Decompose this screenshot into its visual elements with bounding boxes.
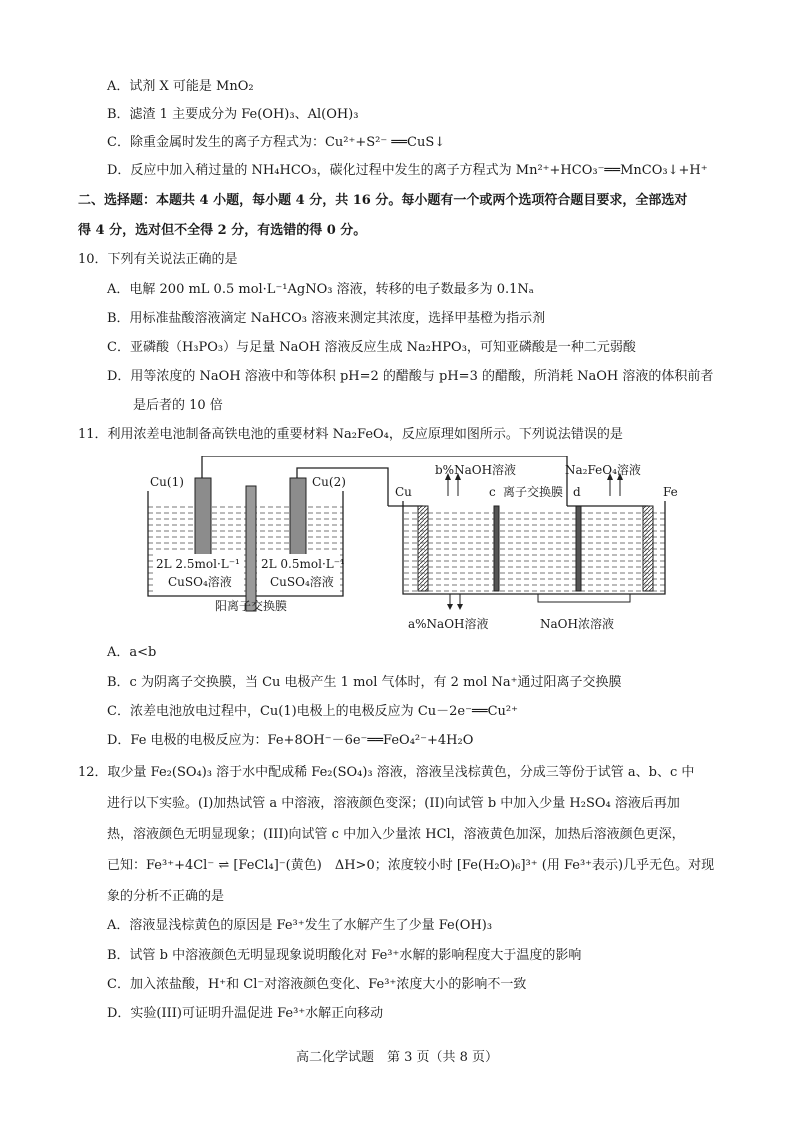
- d-label: d: [573, 485, 581, 499]
- q12-option-a: A．溶液显浅棕黄色的原因是 Fe³⁺发生了水解产生了少量 Fe(OH)₃: [107, 918, 493, 933]
- q10-option-d-cont: 是后者的 10 倍: [133, 398, 223, 413]
- cu1-label: Cu(1): [150, 475, 184, 489]
- q12-stem-2: 进行以下实验。(I)加热试管 a 中溶液，溶液颜色变深；(II)向试管 b 中加入少量 H₂SO₄ 溶液后再加: [107, 796, 680, 811]
- q10-option-d: D．用等浓度的 NaOH 溶液中和等体积 pH=2 的醋酸与 pH=3 的醋酸，所消耗 NaOH 溶液的体积前者: [107, 369, 714, 384]
- q11-option-c: C．浓差电池放电过程中，Cu(1)电极上的电极反应为 Cu－2e⁻══Cu²⁺: [107, 704, 519, 719]
- q11-option-b: B．c 为阴离子交换膜，当 Cu 电极产生 1 mol 气体时，有 2 mol Na⁺通过阳离子交换膜: [107, 675, 622, 690]
- left-solution-1-conc: 2L 2.5mol·L⁻¹: [156, 557, 240, 571]
- q11-option-d: D．Fe 电极的电极反应为：Fe+8OH⁻－6e⁻══FeO₄²⁻+4H₂O: [107, 733, 474, 748]
- q10-stem: 10．下列有关说法正确的是: [78, 252, 238, 267]
- membrane-d: [576, 506, 581, 591]
- q12-stem-4: 已知：Fe³⁺+4Cl⁻ ⇌ [FeCl₄]⁻(黄色) ΔH>0；浓度较小时 [Fe(H₂O)₆]³⁺ (用 Fe³⁺表示)几乎无色。对现: [107, 858, 715, 873]
- q12-stem-5: 象的分析不正确的是: [107, 889, 225, 904]
- section2-heading: 二、选择题：本题共 4 小题，每小题 4 分，共 16 分。每小题有一个或两个选项符合题目要求，全部选对: [78, 193, 688, 208]
- q12-option-b: B．试管 b 中溶液颜色无明显现象说明酸化对 Fe³⁺水解的影响程度大于温度的影响: [107, 948, 582, 963]
- na2feo4-label: Na₂FeO₄溶液: [565, 463, 641, 477]
- q10-option-b: B．用标准盐酸溶液滴定 NaHCO₃ 溶液来测定其浓度，选择甲基橙为指示剂: [107, 311, 546, 326]
- q12-option-c: C．加入浓盐酸，H⁺和 Cl⁻对溶液颜色变化、Fe³⁺浓度大小的影响不一致: [107, 977, 527, 992]
- b-naoh-label: b%NaOH溶液: [435, 463, 517, 477]
- c-label: c: [489, 485, 496, 499]
- cu-electrode: [418, 506, 428, 591]
- page-footer: 高二化学试题 第 3 页（共 8 页）: [295, 1050, 499, 1065]
- q12-stem-3: 热，溶液颜色无明显现象；(III)向试管 c 中加入少量浓 HCl，溶液黄色加深，加热后溶液颜色更深，: [107, 827, 685, 842]
- cation-exchange-membrane: [246, 486, 256, 611]
- electrochemical-cell-diagram: [140, 456, 700, 636]
- q9-option-b: B．滤渣 1 主要成分为 Fe(OH)₃、Al(OH)₃: [107, 107, 359, 122]
- right-cell-liquid: [403, 512, 665, 594]
- cation-membrane-label: 阳离子交换膜: [215, 599, 288, 613]
- fe-label: Fe: [663, 485, 678, 499]
- a-naoh-label: a%NaOH溶液: [408, 617, 489, 631]
- left-solution-1-name: CuSO₄溶液: [168, 575, 232, 589]
- q11-stem: 11．利用浓差电池制备高铁电池的重要材料 Na₂FeO₄，反应原理如图所示。下列说法错误的是: [78, 427, 623, 442]
- naoh-conc-label: NaOH浓溶液: [540, 617, 614, 631]
- cu-label: Cu: [395, 485, 412, 499]
- q9-option-c: C．除重金属时发生的离子方程式为：Cu²⁺+S²⁻ ══CuS↓: [107, 135, 446, 150]
- left-solution-2-conc: 2L 0.5mol·L⁻¹: [261, 557, 345, 571]
- q9-option-d: D．反应中加入稍过量的 NH₄HCO₃，碳化过程中发生的离子方程式为 Mn²⁺+HCO₃⁻══MnCO₃↓+H⁺: [107, 163, 708, 178]
- cu2-label: Cu(2): [312, 475, 346, 489]
- membrane-c: [494, 506, 499, 591]
- q9-option-a: A．试剂 X 可能是 MnO₂: [107, 79, 254, 94]
- q10-option-a: A．电解 200 mL 0.5 mol·L⁻¹AgNO₃ 溶液，转移的电子数最多为 0.1Nₐ: [107, 282, 534, 297]
- q12-stem-1: 12．取少量 Fe₂(SO₄)₃ 溶于水中配成稀 Fe₂(SO₄)₃ 溶液，溶液呈浅棕黄色，分成三等份于试管 a、b、c 中: [78, 765, 695, 780]
- q10-option-c: C．亚磷酸（H₃PO₃）与足量 NaOH 溶液反应生成 Na₂HPO₃，可知亚磷酸是一种二元弱酸: [107, 340, 636, 355]
- ion-membrane-label: 离子交换膜: [503, 485, 564, 499]
- fe-electrode: [643, 506, 653, 591]
- left-solution-2-name: CuSO₄溶液: [270, 575, 334, 589]
- q12-option-d: D．实验(III)可证明升温促进 Fe³⁺水解正向移动: [107, 1006, 384, 1021]
- q11-option-a: A．a<b: [107, 645, 157, 660]
- section2-heading-cont: 得 4 分，选对但不全得 2 分，有选错的得 0 分。: [78, 223, 367, 238]
